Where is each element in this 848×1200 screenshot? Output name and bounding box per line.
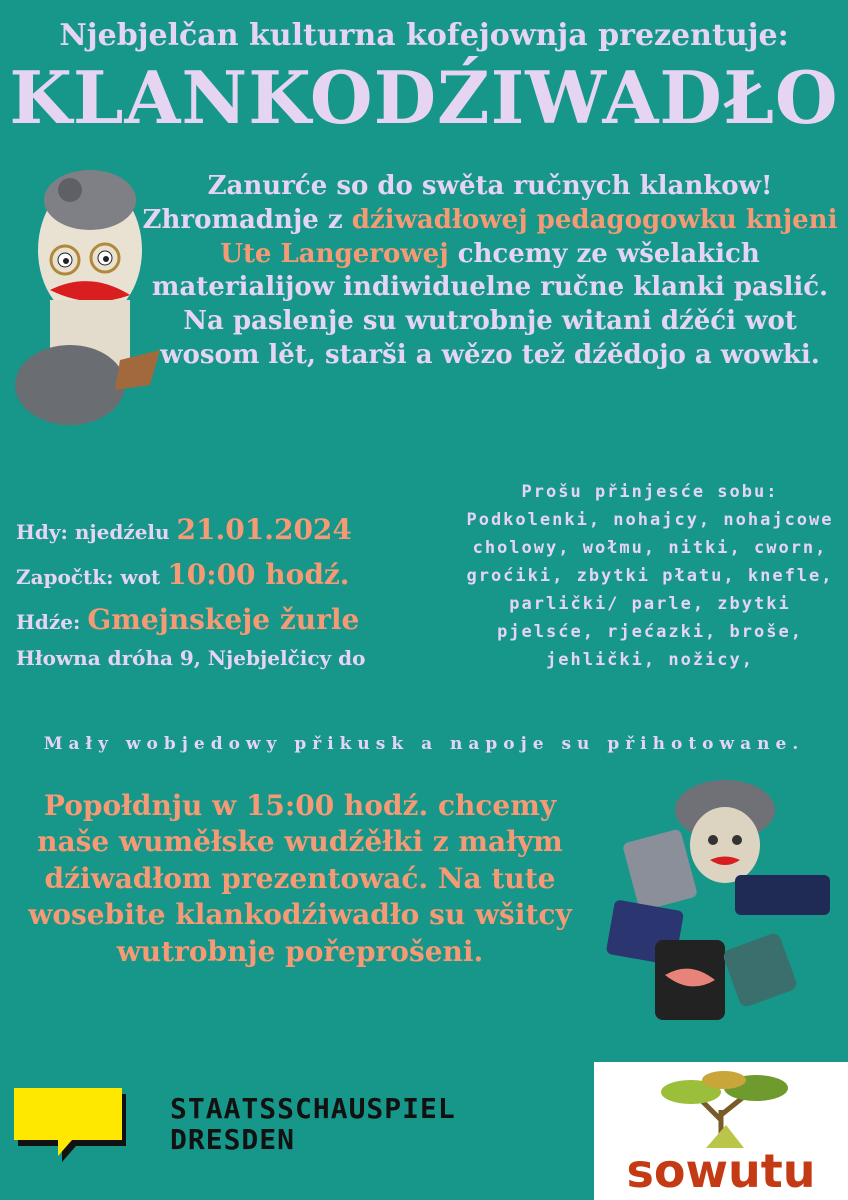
start-value: 10:00 hodź.	[167, 557, 350, 591]
date-row: Hdy: njedźelu 21.01.2024	[16, 513, 352, 546]
event-details	[16, 508, 456, 674]
page-title: KLANKODŹIWADŁO	[9, 55, 839, 140]
place-row: Hdźe: Gmejnskeje žurle	[16, 602, 360, 636]
staatsschauspiel-logo-icon	[14, 1088, 134, 1168]
start-row: Započtk: wot 10:00 hodź.	[16, 557, 350, 591]
description	[140, 170, 840, 373]
snack-note: Mały wobjedowy přikusk a napoje su přihotowane.	[43, 734, 805, 754]
tree-icon	[646, 1070, 796, 1150]
puppet-group-image	[605, 775, 845, 1030]
address: Hłowna dróha 9, Njebjelčicy do	[16, 646, 366, 671]
bring-list: Prošu přinjesće sobu: Podkolenki, nohajcy, nohajcowe cholowy, wołmu, nitki, cworn, grоćiki, zbytki płatu, knefle, parlički/ parle, zbytki pjelsće, rjećazki, broše, jehlički, nožicy,	[466, 482, 834, 671]
intro-line: Njebjelčan kulturna kofejownja prezentuje:	[59, 18, 789, 53]
date-value: 21.01.2024	[176, 513, 352, 546]
sowutu-wordmark: sowutu	[626, 1144, 816, 1198]
theatre-name: STAATSSCHAUSPIEL DRESDEN	[170, 1092, 456, 1156]
sowutu-logo	[594, 1062, 848, 1200]
description-text: Zanurće so do swěta ručnych klankow! Zhromadnje z	[142, 171, 773, 235]
afternoon-note: Popołdnju w 15:00 hodź. chcemy naše wuměłske wudźěłki z małym dźiwadłom prezentować. Na tute wosebite klankodźiwadło su wšitcy wutrobnje pořeprošeni.	[28, 789, 572, 968]
place-value: Gmejnskeje žurle	[87, 602, 360, 636]
description-highlight: dźiwadłowej pedagogowku knjeni Ute Langerowej	[220, 204, 838, 269]
description-text: chcemy ze wšelakich materialijow indiwiduelne ručne klanki paslić. Na paslenje su wutrobnje witani dźěći wot wosom lět, starši a wězo tež dźědojo a wowki.	[151, 238, 829, 370]
